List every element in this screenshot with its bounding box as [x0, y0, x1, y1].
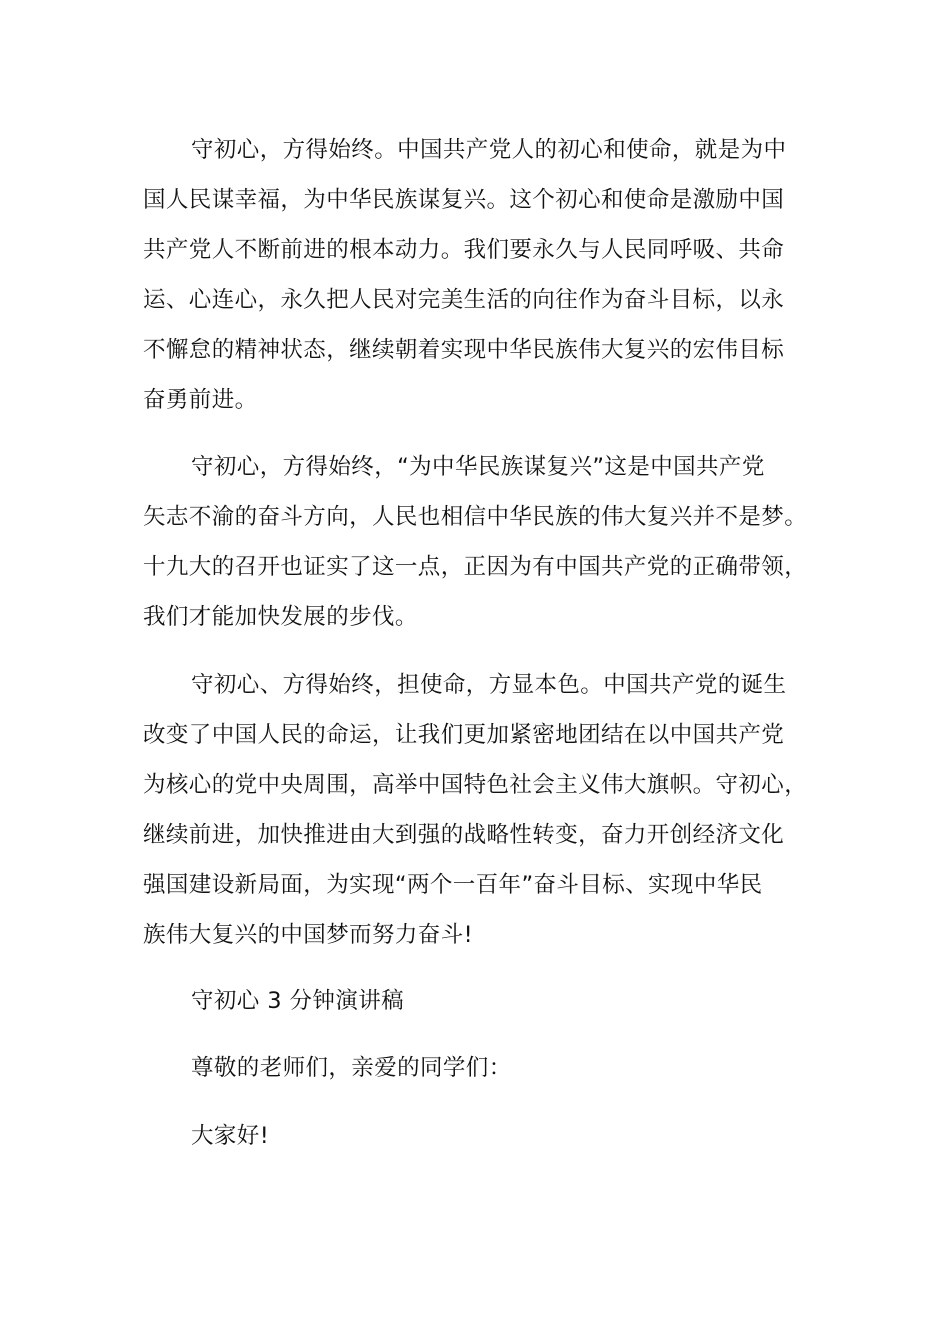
paragraph-3 — [143, 660, 811, 960]
paragraph-line: 守初心，方得始终，“为中华民族谋复兴”这是中国共产党 — [191, 454, 765, 480]
speech-title-text: 守初心 3 分钟演讲稿 — [191, 988, 405, 1014]
paragraph-line: 族伟大复兴的中国梦而努力奋斗! — [143, 922, 474, 948]
salutation — [143, 1043, 811, 1093]
paragraph-line: 强国建设新局面，为实现“两个一百年”奋斗目标、实现中华民 — [143, 872, 763, 898]
paragraph-line: 为核心的党中央周围，高举中国特色社会主义伟大旗帜。守初心， — [143, 772, 808, 798]
greeting — [143, 1111, 811, 1161]
paragraph-line: 我们才能加快发展的步伐。 — [143, 604, 418, 630]
paragraph-line: 改变了中国人民的命运，让我们更加紧密地团结在以中国共产党 — [143, 722, 785, 748]
speech-title — [143, 976, 811, 1026]
paragraph-line: 十九大的召开也证实了这一点，正因为有中国共产党的正确带领， — [143, 554, 808, 580]
greeting-text: 大家好! — [191, 1123, 270, 1149]
salutation-text: 尊敬的老师们，亲爱的同学们： — [191, 1055, 512, 1081]
paragraph-1 — [143, 125, 811, 425]
paragraph-line: 继续前进，加快推进由大到强的战略性转变，奋力开创经济文化 — [143, 822, 785, 848]
paragraph-line: 共产党人不断前进的根本动力。我们要永久与人民同呼吸、共命 — [143, 237, 785, 263]
paragraph-line: 守初心、方得始终，担使命，方显本色。中国共产党的诞生 — [191, 672, 787, 698]
paragraph-line: 运、心连心，永久把人民对完美生活的向往作为奋斗目标，以永 — [143, 287, 785, 313]
paragraph-line: 不懈怠的精神状态，继续朝着实现中华民族伟大复兴的宏伟目标 — [143, 337, 785, 363]
paragraph-line: 矢志不渝的奋斗方向，人民也相信中华民族的伟大复兴并不是梦。 — [143, 504, 808, 530]
paragraph-line: 国人民谋幸福，为中华民族谋复兴。这个初心和使命是激励中国 — [143, 187, 785, 213]
paragraph-2 — [143, 442, 811, 642]
paragraph-line: 守初心，方得始终。中国共产党人的初心和使命，就是为中 — [191, 137, 787, 163]
paragraph-line: 奋勇前进。 — [143, 387, 258, 413]
